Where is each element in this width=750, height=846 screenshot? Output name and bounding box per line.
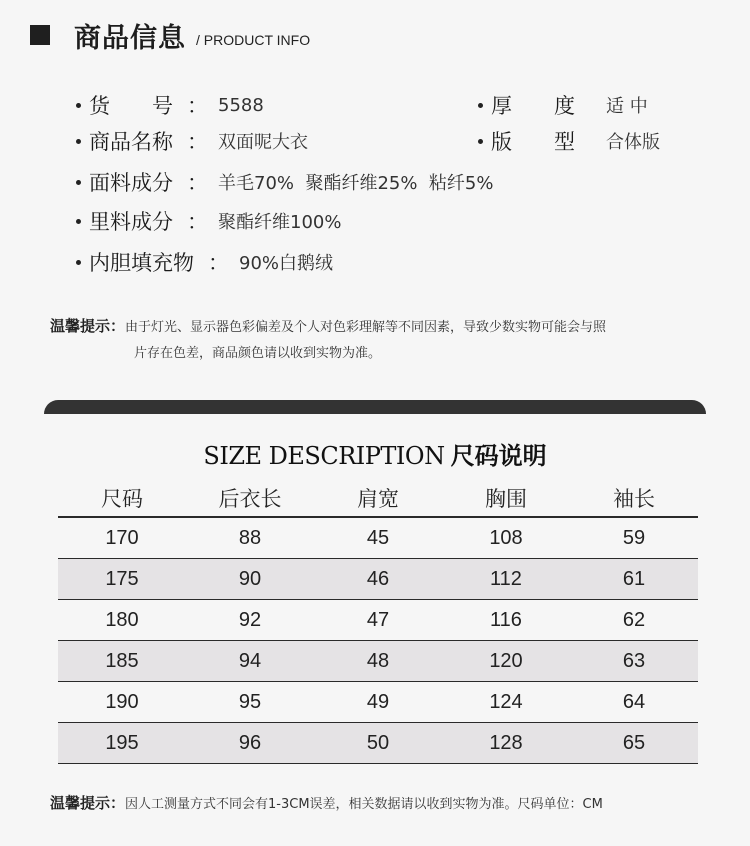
table-cell: 50	[366, 731, 390, 754]
table-cell: 128	[489, 731, 523, 754]
measurement-note	[50, 792, 603, 813]
bullet-dot-icon	[76, 219, 81, 224]
attr-fabric	[76, 167, 493, 197]
attr-separator: ：	[208, 251, 229, 275]
attr-label: 面料成分	[76, 167, 173, 197]
header-cell-back-length: 后衣长	[218, 487, 282, 511]
table-row	[58, 600, 698, 641]
attr-separator: ：	[187, 210, 208, 234]
bullet-dot-icon	[76, 180, 81, 185]
attr-label: 内胆填充物	[76, 247, 194, 277]
attr-value: 适 中	[606, 96, 648, 117]
table-cell: 46	[366, 567, 390, 590]
attr-value: 5588	[218, 94, 264, 116]
attr-value: 聚酯纤维100%	[218, 212, 342, 233]
page-title: 商品信息	[74, 22, 186, 54]
table-cell: 47	[366, 608, 390, 631]
header-cell-sleeve: 袖长	[613, 487, 655, 511]
header-cell-shoulder: 肩宽	[357, 487, 399, 511]
bullet-dot-icon	[76, 260, 81, 265]
table-cell: 65	[622, 731, 646, 754]
table-cell: 63	[622, 649, 646, 672]
note-label: 温馨提示：	[50, 317, 126, 335]
attr-name	[76, 126, 308, 156]
table-cell: 49	[366, 690, 390, 713]
table-cell: 45	[366, 526, 390, 549]
note-line-2: 片存在色差，商品颜色请以收到实物为准。	[134, 346, 382, 361]
attr-value: 90%白鹅绒	[239, 253, 334, 274]
table-cell: 120	[489, 649, 523, 672]
table-cell: 195	[105, 731, 139, 754]
table-cell: 170	[105, 526, 139, 549]
table-cell: 175	[105, 567, 139, 590]
header-cell-chest: 胸围	[485, 487, 527, 511]
table-cell: 62	[622, 608, 646, 631]
bullet-dot-icon	[478, 139, 483, 144]
attr-value: 双面呢大衣	[218, 132, 308, 153]
size-table	[58, 480, 698, 764]
note-line-1: 由于灯光、显示器色彩偏差及个人对色彩理解等不同因素，导致少数实物可能会与照	[125, 320, 607, 335]
section-divider-band	[44, 400, 706, 414]
attr-item-no	[76, 90, 264, 120]
header-cell-size: 尺码	[101, 487, 143, 511]
bullet-dot-icon	[76, 103, 81, 108]
table-cell: 92	[238, 608, 262, 631]
table-cell: 180	[105, 608, 139, 631]
table-cell: 88	[238, 526, 262, 549]
table-cell: 59	[622, 526, 646, 549]
table-cell: 64	[622, 690, 646, 713]
color-note	[50, 313, 606, 367]
bullet-dot-icon	[76, 139, 81, 144]
attr-value: 羊毛70% 聚酯纤维25% 粘纤5%	[218, 173, 494, 194]
attr-label: 里料成分	[76, 206, 173, 236]
note-label: 温馨提示：	[50, 794, 126, 812]
attr-thickness	[478, 90, 648, 120]
size-title-cn: 尺码说明	[450, 442, 547, 470]
attr-lining	[76, 206, 341, 236]
table-cell: 95	[238, 690, 262, 713]
note-text: 因人工测量方式不同会有1-3CM误差，相关数据请以收到实物为准。尺码单位：CM	[125, 797, 603, 812]
table-row	[58, 641, 698, 682]
table-row	[58, 518, 698, 559]
page-subtitle: / PRODUCT INFO	[196, 32, 311, 48]
size-title-en: SIZE DESCRIPTION	[203, 442, 445, 470]
table-row	[58, 723, 698, 764]
attr-separator: ：	[187, 171, 208, 195]
table-cell: 61	[622, 567, 646, 590]
table-row	[58, 682, 698, 723]
attr-label: 商品名称	[76, 126, 173, 156]
table-cell: 116	[490, 608, 522, 631]
attr-filling	[76, 247, 333, 277]
attr-value: 合体版	[606, 132, 660, 153]
table-row	[58, 559, 698, 600]
table-cell: 124	[489, 690, 523, 713]
square-bullet-icon	[30, 25, 50, 45]
section-header	[30, 18, 310, 52]
table-cell: 96	[238, 731, 262, 754]
table-cell: 48	[366, 649, 390, 672]
table-cell: 190	[105, 690, 139, 713]
table-cell: 112	[490, 567, 522, 590]
table-cell: 90	[238, 567, 262, 590]
table-cell: 185	[105, 649, 139, 672]
size-title	[0, 436, 750, 471]
table-header-row	[58, 480, 698, 518]
attr-fit	[478, 126, 660, 156]
table-cell: 108	[489, 526, 523, 549]
attr-label: 厚 度	[478, 90, 606, 120]
attr-label: 货 号	[76, 90, 173, 120]
bullet-dot-icon	[478, 103, 483, 108]
attr-separator: ：	[187, 94, 208, 118]
attr-label: 版 型	[478, 126, 606, 156]
attr-separator: ：	[187, 130, 208, 154]
table-cell: 94	[238, 649, 262, 672]
